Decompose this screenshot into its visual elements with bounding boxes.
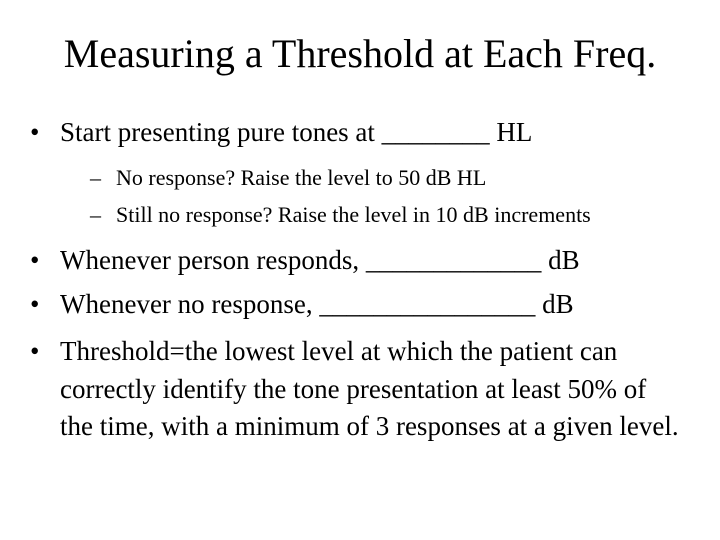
bullet-text: Whenever no response, ________________ dB xyxy=(60,289,574,319)
sub-bullet-item xyxy=(90,163,710,193)
bullet-icon: • xyxy=(30,289,40,319)
bullet-icon: • xyxy=(30,117,40,147)
bullet-item xyxy=(30,286,710,324)
sub-bullet-dash-icon: – xyxy=(90,202,101,227)
bullet-text: Start presenting pure tones at ________ HL xyxy=(60,117,533,147)
sub-bullet-text: Still no response? Raise the level in 10 dB increments xyxy=(116,202,591,227)
sub-bullet-text: No response? Raise the level to 50 dB HL xyxy=(116,165,487,190)
sub-bullet-item xyxy=(90,200,710,230)
bullet-text: Threshold=the lowest level at which the patient can correctly identify the tone presentation at least 50% of the time, with a minimum of 3 responses at a given level. xyxy=(60,336,679,441)
bullet-item xyxy=(30,333,680,446)
sub-bullet-dash-icon: – xyxy=(90,165,101,190)
bullet-text: Whenever person responds, _____________ dB xyxy=(60,245,580,275)
slide-title: Measuring a Threshold at Each Freq. xyxy=(63,31,657,76)
bullet-item xyxy=(30,114,710,152)
bullet-icon: • xyxy=(30,245,40,275)
bullet-icon: • xyxy=(30,336,40,366)
bullet-item xyxy=(30,242,710,280)
